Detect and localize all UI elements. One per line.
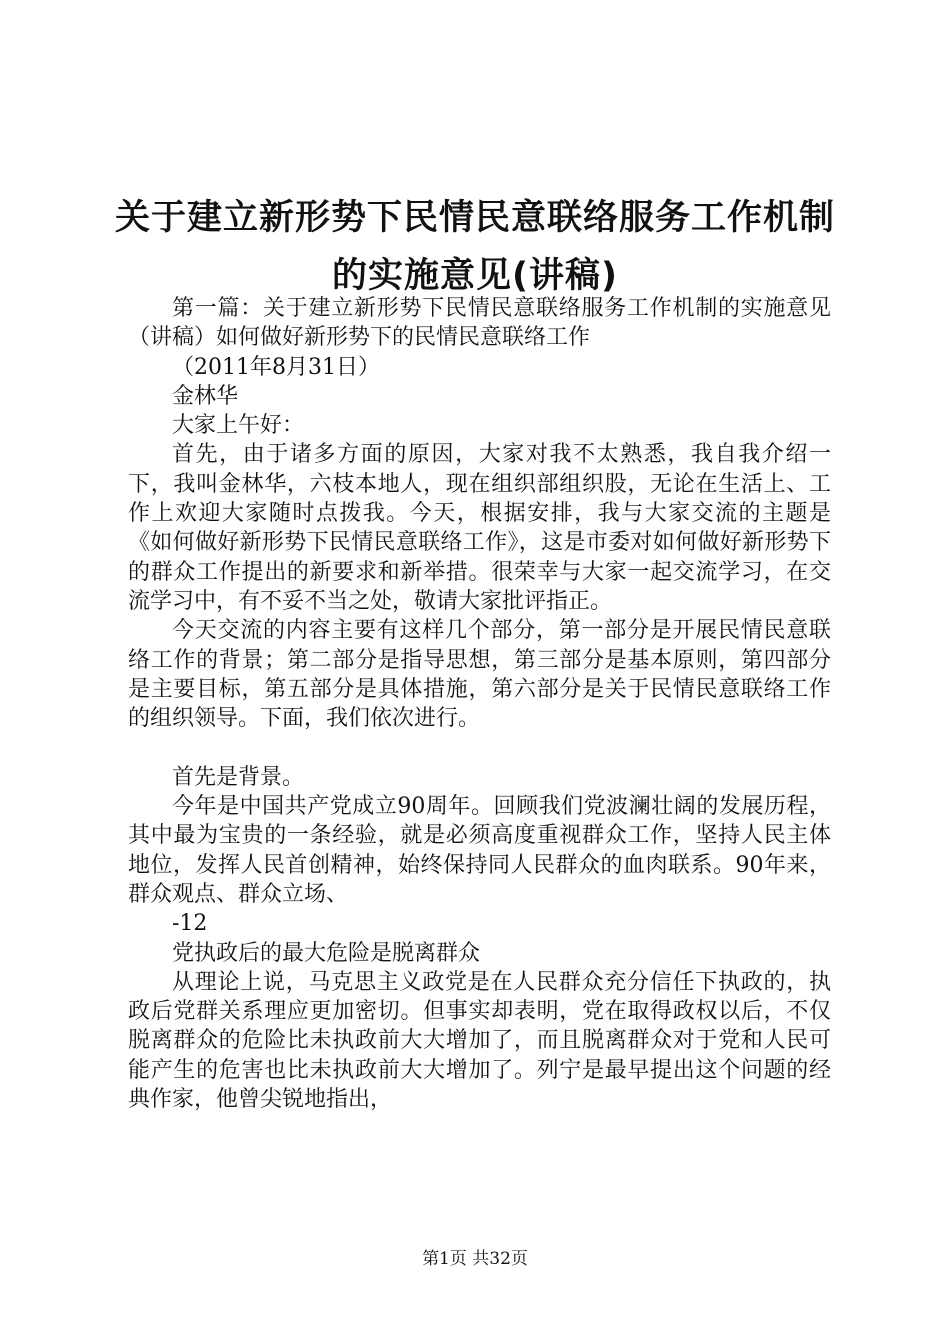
paragraph-self-introduction: 首先，由于诸多方面的原因，大家对我不太熟悉，我自我介绍一下，我叫金林华，六枝本地人，现在组织部组织股，无论在生活上、工作上欢迎大家随时点拨我。今天，根据安排，我与大家交流的主题是《如何做好新形势下民情民意联络工作》，这是市委对如何做好新形势下的群众工作提出的新要求和新举措。很荣幸与大家一起交流学习，在交流学习中，有不妥不当之处，敬请大家批评指正。 (128, 442, 831, 614)
document-title-line-1: 关于建立新形势下民情民意联络服务工作机制 (114, 198, 835, 238)
paragraph-background-heading: 首先是背景。 (172, 764, 305, 790)
paragraph-date: （2011年8月31日） (172, 354, 380, 380)
paragraph-spacer (128, 733, 831, 762)
paragraph-marker: -12 (172, 911, 208, 937)
paragraph-author: 金林华 (172, 383, 239, 409)
paragraph-greeting: 大家上午好： (172, 413, 305, 439)
paragraph-subheading: 党执政后的最大危险是脱离群众 (172, 940, 481, 966)
paragraph-theory: 从理论上说，马克思主义政党是在人民群众充分信任下执政的，执政后党群关系理应更加密切。但事实却表明，党在取得政权以后，不仅脱离群众的危险比未执政前大大增加了，而且脱离群众对于党和人民可能产生的危害也比未执政前大大增加了。列宁是最早提出这个问题的经典作家，他曾尖锐地指出， (128, 969, 831, 1113)
paragraph-outline: 今天交流的内容主要有这样几个部分，第一部分是开展民情民意联络工作的背景；第二部分是指导思想，第三部分是基本原则，第四部分是主要目标，第五部分是具体措施，第六部分是关于民情民意联络工作的组织领导。下面，我们依次进行。 (128, 618, 831, 732)
paragraph-intro: 第一篇：关于建立新形势下民情民意联络服务工作机制的实施意见（讲稿）如何做好新形势下的民情民意联络工作 (128, 296, 831, 351)
paragraph-background: 今年是中国共产党成立90周年。回顾我们党波澜壮阔的发展历程，其中最为宝贵的一条经验，就是必须高度重视群众工作，坚持人民主体地位，发挥人民首创精神，始终保持同人民群众的血肉联系。90年来，群众观点、群众立场、 (128, 794, 831, 907)
document-body (128, 294, 831, 1114)
page-number-footer: 第1页 共32页 (422, 1249, 528, 1269)
document-title-line-2: 的实施意见(讲稿) (332, 256, 618, 296)
